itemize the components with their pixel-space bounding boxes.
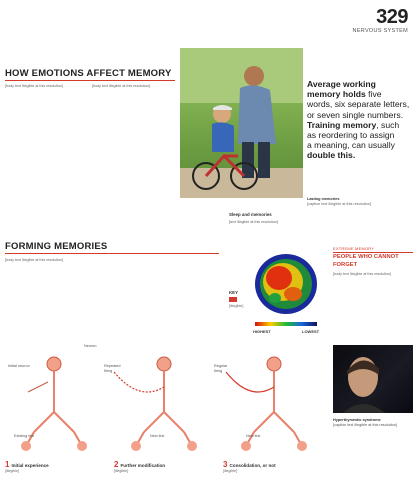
label-existing-link: Existing link xyxy=(14,434,35,438)
scale-lowest-label: LOWEST xyxy=(302,329,320,334)
photo-illustration xyxy=(180,48,303,198)
illegible-note: [body text illegible at this resolution] xyxy=(5,258,64,262)
label-regular-firing: Regular firing xyxy=(214,364,228,373)
sidebar-rule xyxy=(333,252,413,253)
illegible-note: [body text illegible at this resolution] xyxy=(5,84,64,88)
neuron-diagram xyxy=(4,342,326,464)
label-neuron: Neuron xyxy=(84,344,97,348)
step-2 xyxy=(114,460,214,474)
callout-l7: such xyxy=(381,119,400,130)
step-title: Consolidation, or not xyxy=(229,463,276,468)
sleep-title: Sleep and memories xyxy=(229,212,272,217)
label-new-link: New link xyxy=(150,434,165,438)
diagram-panel-3 xyxy=(226,357,307,451)
sidebar-heading-1: PEOPLE WHO CANNOT xyxy=(333,254,399,260)
step-number: 2 xyxy=(114,460,119,469)
callout-l8: as reordering to assign xyxy=(307,130,395,141)
step-1 xyxy=(5,460,105,474)
key-swatch xyxy=(229,297,237,302)
step-note: [illegible] xyxy=(114,469,128,473)
heading-rule xyxy=(5,253,219,254)
step-3 xyxy=(223,460,323,474)
step-note: [illegible] xyxy=(223,469,237,473)
caption-title: Lasting memories xyxy=(307,197,340,201)
body-column-2 xyxy=(92,84,175,89)
callout-l3: five xyxy=(368,89,382,100)
heading-forming-memories: FORMING MEMORIES xyxy=(5,241,108,252)
key-title: KEY xyxy=(229,290,239,295)
photo-hyperthymesia xyxy=(333,345,413,413)
step-title: Further modification xyxy=(120,463,166,468)
sidebar-body xyxy=(333,272,413,277)
heading-how-emotions: HOW EMOTIONS AFFECT MEMORY xyxy=(5,68,172,79)
photo-illustration xyxy=(333,345,413,413)
key-text: [illegible] xyxy=(229,304,244,308)
section-label: NERVOUS SYSTEM xyxy=(352,28,408,34)
callout-l2: memory holds xyxy=(307,89,366,100)
step-note: [illegible] xyxy=(5,469,19,473)
callout-l6: Training memory xyxy=(307,119,377,130)
label-repeated-firing: Repeated firing xyxy=(104,364,121,373)
body-forming xyxy=(5,258,165,263)
callout-l4: words, six separate letters, xyxy=(307,99,410,110)
step-title: Initial experience xyxy=(11,463,49,468)
caption-title: Hyperthymestic syndrome xyxy=(333,418,381,422)
sidebar-kicker: EXTREME MEMORY xyxy=(333,246,375,251)
illegible-note: [caption text illegible at this resolution] xyxy=(333,423,397,427)
page-number: 329 xyxy=(376,6,408,28)
callout-l5: or seven single numbers. xyxy=(307,109,404,120)
photo-father-son-bicycle xyxy=(180,48,303,198)
sidebar-heading-2: FORGET xyxy=(333,262,358,268)
illegible-note: [body text illegible at this resolution] xyxy=(92,84,151,88)
caption-hyperthymesia xyxy=(333,418,413,428)
sleep-text xyxy=(229,220,321,225)
scale-highest-label: HIGHEST xyxy=(253,329,271,334)
brain-scan xyxy=(253,252,319,316)
illegible-note: [body text illegible at this resolution] xyxy=(333,272,392,276)
heading-rule xyxy=(5,80,175,81)
label-initial-neuron: Initial neuron xyxy=(8,364,30,368)
caption-lasting-memories xyxy=(307,197,411,207)
extreme-memory-sidebar xyxy=(333,246,413,277)
illegible-note: [text illegible at this resolution] xyxy=(229,220,279,224)
callout-l9: a meaning, can usually xyxy=(307,140,395,151)
step-number: 1 xyxy=(5,460,10,469)
illegible-note: [caption text illegible at this resolution] xyxy=(307,202,371,206)
average-memory-callout: Average working memory holds five words, six separate letters, or seven single numbers. Training memory, such as reordering to assign a meaning, can usually double this. xyxy=(307,79,410,161)
step-number: 3 xyxy=(223,460,228,469)
callout-l10: double this. xyxy=(307,150,356,161)
label-new-link-2: New link xyxy=(246,434,261,438)
intensity-scale-bar xyxy=(255,322,317,326)
body-column-1 xyxy=(5,84,88,89)
callout-l1: Average working xyxy=(307,79,376,89)
